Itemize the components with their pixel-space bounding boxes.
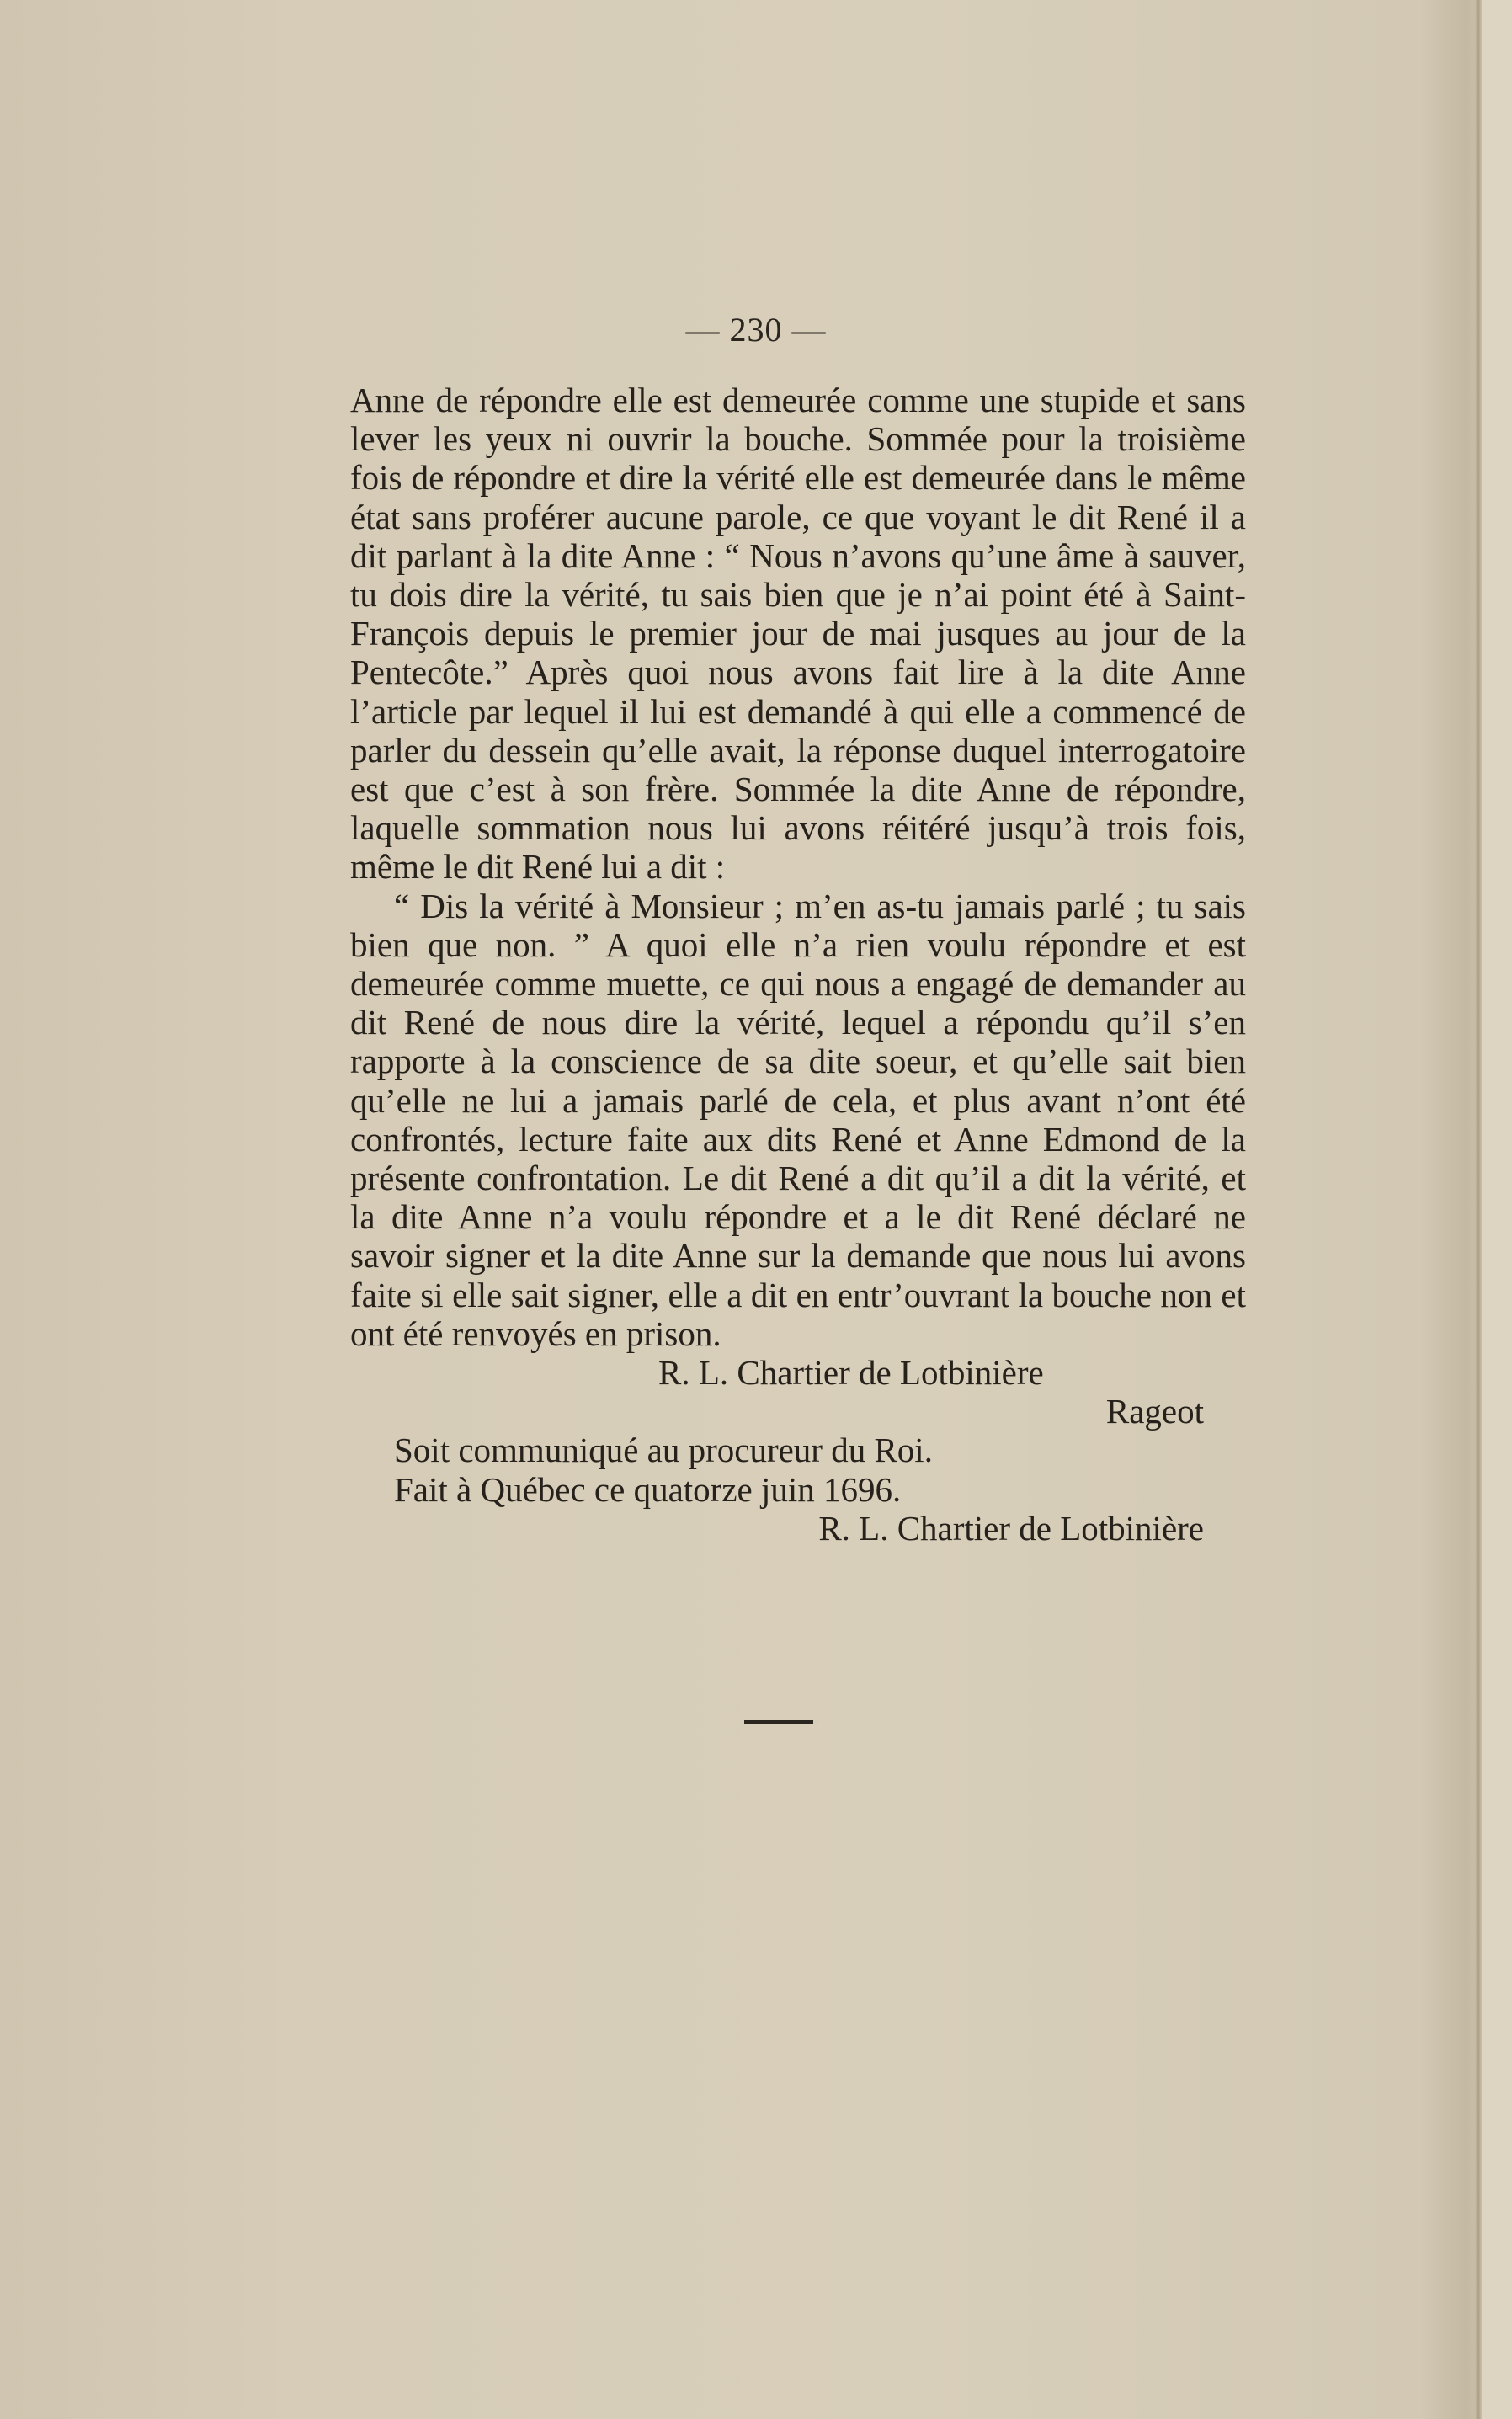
binding-shadow — [1475, 0, 1482, 2419]
page-number: — 230 — — [685, 311, 827, 349]
communication-note: Soit communiqué au procureur du Roi. — [394, 1431, 933, 1470]
closing-rule — [744, 1720, 817, 1724]
signature-rageot: Rageot — [1105, 1392, 1204, 1431]
paragraph-1: Anne de répondre elle est demeurée comme une stupide et sans lever les yeux ni ouvrir la bouche. Sommée pour la troisième fois de répondre et dire la vérité elle est demeurée dans le même état sans proférer aucune parole, ce que voyant le dit René il a dit parlant à la dite Anne : “ Nous n’avons qu’une âme à sauver, tu dois dire la vérité, tu sais bien que je n’ai point été à Saint-François depuis le premier jour de mai jusques au jour de la Pentecôte.” Après quoi nous avons fait lire à la dite Anne l’article par lequel il lui est demandé à qui elle a commencé de parler du dessein qu’elle avait, la réponse duquel interrogatoire est que c’est à son frère. Sommée la dite Anne de répondre, laquelle sommation nous lui avons réitéré jusqu’à trois fois, même le dit René lui a dit : — [350, 381, 1246, 887]
page-edge — [1482, 0, 1512, 2419]
closing-rule-gap — [813, 1720, 818, 1724]
date-line: Fait à Québec ce quatorze juin 1696. — [394, 1469, 902, 1509]
signature-lotbiniere-2: R. L. Chartier de Lotbinière — [818, 1508, 1204, 1548]
signature-lotbiniere-1: R. L. Chartier de Lotbinière — [658, 1353, 1044, 1393]
body-text — [350, 381, 1246, 1548]
paragraph-2: “ Dis la vérité à Monsieur ; m’en as-tu jamais parlé ; tu sais bien que non. ” A quoi elle n’a rien voulu répondre et est demeurée comme muette, ce qui nous a engagé de demander au dit René de nous dire la vérité, lequel a répondu qu’il s’en rapporte à la conscience de sa dite soeur, et qu’elle sait bien qu’elle ne lui a jamais parlé de cela, et plus avant n’ont été confrontés, lecture faite aux dits René et Anne Edmond de la présente confrontation. Le dit René a dit qu’il a dit la vérité, et la dite Anne n’a voulu répondre et a le dit René déclaré ne savoir signer et la dite Anne sur la demande que nous lui avons faite si elle sait signer, elle a dit en entr’ouvrant la bouche non et ont été renvoyés en prison. — [350, 886, 1246, 1353]
